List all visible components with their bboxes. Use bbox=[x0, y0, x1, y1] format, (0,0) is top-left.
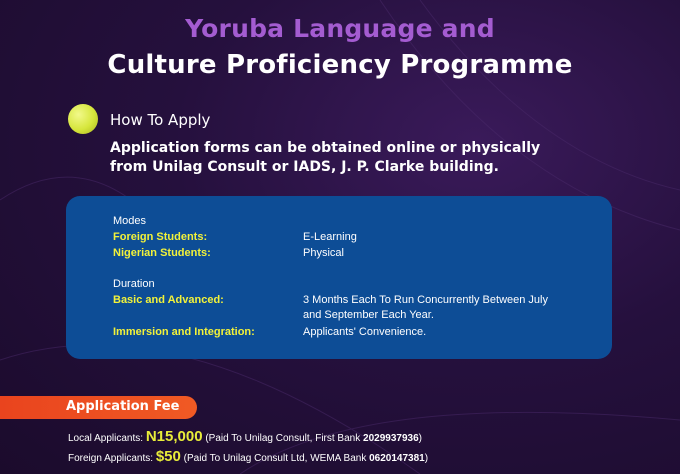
local-fee-prefix: Local Applicants: bbox=[68, 433, 144, 444]
duration-label-immersion: Immersion and Integration: bbox=[113, 326, 255, 338]
info-panel bbox=[66, 196, 612, 359]
local-fee-line bbox=[68, 428, 422, 445]
title-line-2: Culture Proficiency Programme bbox=[107, 50, 573, 80]
how-to-apply-text: Application forms can be obtained online or physically from Unilag Consult or IADS, J. P. Clarke building. bbox=[110, 140, 541, 175]
duration-value-basic-line1: 3 Months Each To Run Concurrently Between July bbox=[303, 294, 548, 306]
tennis-ball-icon bbox=[68, 104, 98, 134]
local-fee-note-end: ) bbox=[418, 433, 422, 444]
mode-label-nigerian: Nigerian Students: bbox=[113, 247, 211, 259]
mode-value-foreign: E-Learning bbox=[303, 231, 357, 243]
duration-heading: Duration bbox=[113, 278, 155, 290]
foreign-fee-line bbox=[68, 448, 428, 465]
local-fee-account: 2029937936 bbox=[363, 433, 419, 444]
foreign-fee-note: (Paid To Unilag Consult Ltd, WEMA Bank bbox=[183, 453, 367, 464]
foreign-fee-account: 0620147381 bbox=[369, 453, 425, 464]
local-fee-amount: N15,000 bbox=[145, 428, 203, 445]
duration-value-immersion: Applicants' Convenience. bbox=[303, 326, 427, 338]
mode-label-foreign: Foreign Students: bbox=[113, 231, 208, 243]
title-line-1: Yoruba Language and bbox=[185, 14, 495, 43]
application-fee-heading: Application Fee bbox=[66, 399, 180, 414]
mode-value-nigerian: Physical bbox=[303, 247, 344, 259]
duration-label-basic: Basic and Advanced: bbox=[113, 294, 224, 306]
modes-heading: Modes bbox=[113, 215, 147, 227]
duration-value-basic-line2: and September Each Year. bbox=[303, 309, 434, 321]
foreign-fee-note-end: ) bbox=[424, 453, 429, 464]
foreign-fee-amount: $50 bbox=[155, 448, 181, 465]
how-to-apply-heading: How To Apply bbox=[110, 111, 211, 129]
local-fee-note: (Paid To Unilag Consult, First Bank bbox=[205, 433, 361, 444]
foreign-fee-prefix: Foreign Applicants: bbox=[68, 453, 154, 464]
